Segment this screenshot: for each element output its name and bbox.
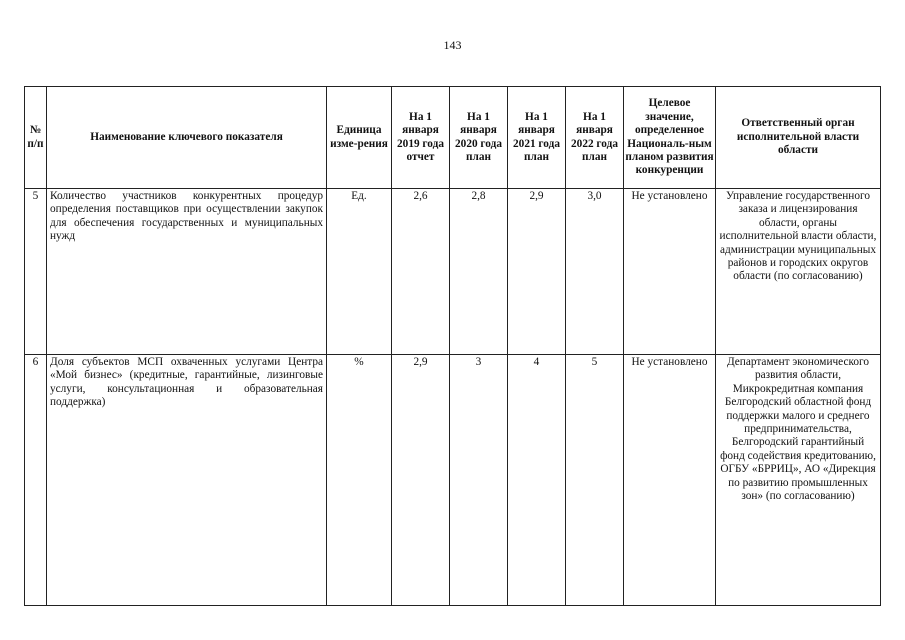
table-header-row — [25, 87, 881, 189]
unit-cell: % — [327, 355, 392, 606]
target-value: Не установлено — [624, 355, 716, 606]
header-target-value: Целевое значение, определенное Националь-ным планом развития конкуренции — [624, 87, 716, 189]
table-row — [25, 355, 881, 606]
header-2022: На 1 января 2022 года план — [566, 87, 624, 189]
responsible-body: Департамент экономического развития области, Микрокредитная компания Белгородский областной фонд поддержки малого и среднего предпринимательства, Белгородский гарантийный фонд содействия кредитованию, ОГБУ «БРРИЦ», АО «Дирекция по развитию промышленных зон» (по согласованию) — [716, 355, 881, 606]
table-row — [25, 189, 881, 355]
header-indicator-name: Наименование ключевого показателя — [47, 87, 327, 189]
value-2019: 2,9 — [392, 355, 450, 606]
value-2019: 2,6 — [392, 189, 450, 355]
row-number: 5 — [25, 189, 47, 355]
header-responsible-body: Ответственный орган исполнительной власти области — [716, 87, 881, 189]
indicator-name: Доля субъектов МСП охваченных услугами Центра «Мой бизнес» (кредитные, гарантийные, лизинговые услуги, консультационная и образовательная поддержка) — [47, 355, 327, 606]
indicator-name: Количество участников конкурентных процедур определения поставщиков при осуществлении закупок для обеспечения государственных и муниципальных нужд — [47, 189, 327, 355]
value-2021: 2,9 — [508, 189, 566, 355]
value-2021: 4 — [508, 355, 566, 606]
header-unit: Единица изме-рения — [327, 87, 392, 189]
header-2021: На 1 января 2021 года план — [508, 87, 566, 189]
responsible-body: Управление государственного заказа и лицензирования области, органы исполнительной власти области, администрации муниципальных районов и городских округов области (по согласованию) — [716, 189, 881, 355]
header-num: № п/п — [25, 87, 47, 189]
page-number: 143 — [443, 38, 462, 52]
unit-cell: Ед. — [327, 189, 392, 355]
row-number: 6 — [25, 355, 47, 606]
value-2020: 2,8 — [450, 189, 508, 355]
target-value: Не установлено — [624, 189, 716, 355]
value-2022: 5 — [566, 355, 624, 606]
value-2022: 3,0 — [566, 189, 624, 355]
key-indicators-table — [24, 86, 881, 606]
header-2020: На 1 января 2020 года план — [450, 87, 508, 189]
value-2020: 3 — [450, 355, 508, 606]
header-2019: На 1 января 2019 года отчет — [392, 87, 450, 189]
